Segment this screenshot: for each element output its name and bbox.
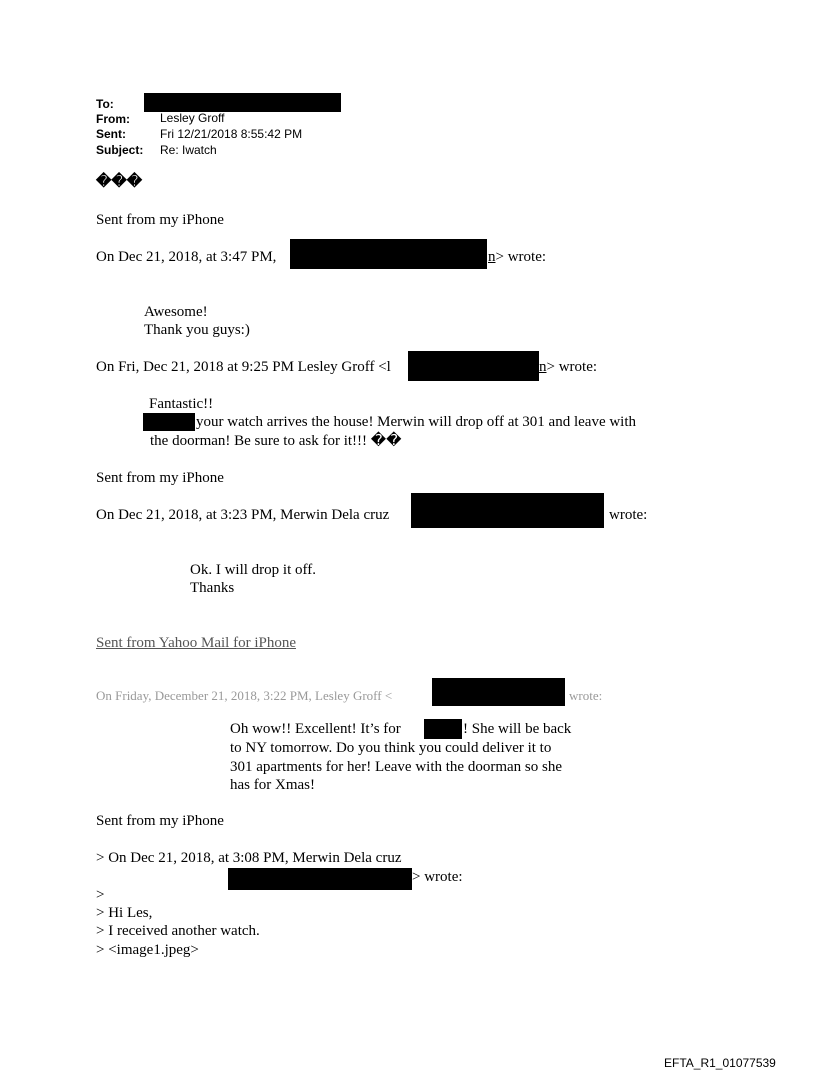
redaction-quote3 <box>411 493 604 528</box>
quote-header-3: On Dec 21, 2018, at 3:23 PM, Merwin Dela cruz <box>96 507 390 523</box>
quote-header-5: > On Dec 21, 2018, at 3:08 PM, Merwin Dela cruz <box>96 850 402 866</box>
quoted-image-attachment: > <image1.jpeg> <box>96 942 199 958</box>
redaction-to <box>144 93 341 112</box>
quote-header-2: On Fri, Dec 21, 2018 at 9:25 PM Lesley Groff <l <box>96 359 391 375</box>
quote-header-2-end: n> wrote: <box>539 359 598 375</box>
quote-header-4-end: wrote: <box>569 688 603 703</box>
redaction-quote5 <box>228 868 412 890</box>
redaction-quote1 <box>290 239 487 269</box>
from-label: From: <box>96 112 130 126</box>
subject-label: Subject: <box>96 143 144 157</box>
subject-value: Re: Iwatch <box>160 143 217 157</box>
message-watch-line-2: the doorman! Be sure to ask for it!!! �� <box>150 433 402 449</box>
redaction-quote4 <box>432 678 565 706</box>
quoted-line-blank: > <box>96 887 105 903</box>
quote-header-3-end: wrote: <box>609 507 648 523</box>
message-watch-line-1: your watch arrives the house! Merwin will drop off at 301 and leave with <box>196 414 637 430</box>
redaction-name-1 <box>143 413 195 431</box>
quote-header-1: On Dec 21, 2018, at 3:47 PM, <box>96 249 277 265</box>
document-id: EFTA_R1_01077539 <box>664 1056 776 1070</box>
quoted-received-watch: > I received another watch. <box>96 923 260 939</box>
redaction-quote2 <box>408 351 539 381</box>
message-wow-line-4: has for Xmas! <box>230 777 315 793</box>
yahoo-mail-link[interactable]: Sent from Yahoo Mail for iPhone <box>96 635 296 651</box>
from-value: Lesley Groff <box>160 111 225 125</box>
sent-label: Sent: <box>96 127 126 141</box>
message-wow-line-1b: ! She will be back <box>463 721 572 737</box>
to-label: To: <box>96 97 114 111</box>
message-wow-line-2: to NY tomorrow. Do you think you could deliver it to <box>230 740 552 756</box>
message-wow-line-3: 301 apartments for her! Leave with the doorman so she <box>230 759 562 775</box>
sent-from-iphone: Sent from my iPhone <box>96 813 224 829</box>
message-fantastic: Fantastic!! <box>149 396 214 412</box>
quote-header-4: On Friday, December 21, 2018, 3:22 PM, Lesley Groff < <box>96 688 393 703</box>
message-ok: Ok. I will drop it off. <box>190 562 316 578</box>
redaction-name-2 <box>424 719 462 739</box>
quoted-hi-les: > Hi Les, <box>96 905 153 921</box>
quote-header-1-end: n> wrote: <box>488 249 547 265</box>
message-thanks: Thanks <box>190 580 235 596</box>
message-wow-line-1a: Oh wow!! Excellent! It’s for <box>230 721 401 737</box>
sent-from-iphone: Sent from my iPhone <box>96 212 224 228</box>
replacement-glyphs: ��� <box>96 174 143 190</box>
sent-value: Fri 12/21/2018 8:55:42 PM <box>160 127 303 141</box>
quote-header-5-end: > wrote: <box>412 869 463 885</box>
message-awesome: Awesome! <box>144 304 208 320</box>
sent-from-iphone: Sent from my iPhone <box>96 470 224 486</box>
message-thank-you: Thank you guys:) <box>144 322 250 338</box>
